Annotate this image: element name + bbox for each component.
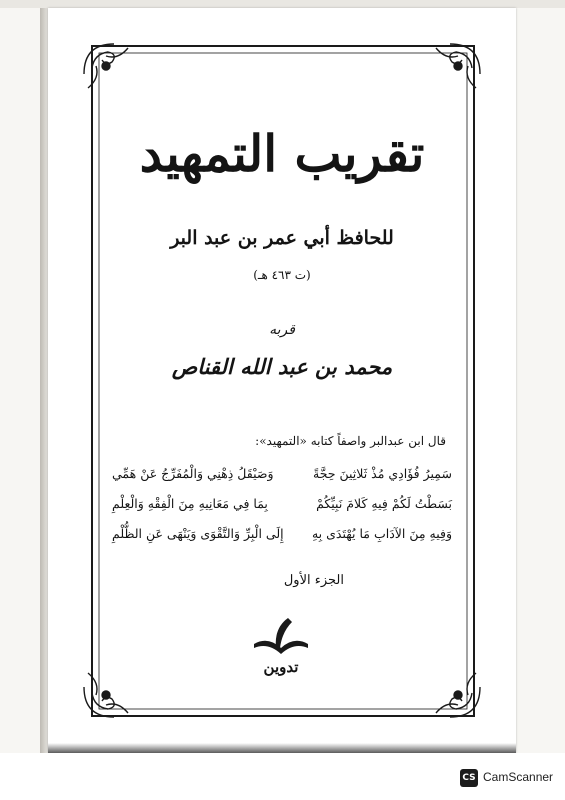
camscanner-watermark: CamScanner <box>483 770 554 784</box>
editor-label: قربه <box>269 322 295 338</box>
corner-ornament-bottom-left <box>84 673 128 717</box>
verse-second-hemistich: وَصَيْقَلُ ذِهْنِي وَالْمُفَرِّجُ عَنْ هَمِّي <box>112 466 274 481</box>
verse-first-hemistich: وَفِيهِ مِنَ الآدَابِ مَا يُهْتَدَى بِهِ <box>311 526 452 541</box>
quote-intro: قال ابن عبدالبر واصفاً كتابه «التمهيد»: <box>255 434 446 448</box>
verse-first-hemistich: سَمِيرُ فُؤَادِي مُذْ ثَلاثِينَ حِجَّةً <box>313 466 452 481</box>
editor-name: محمد بن عبد الله القناص <box>171 354 393 379</box>
publisher-name: تدوين <box>263 658 299 676</box>
scan-footer-area <box>0 753 565 800</box>
verse-line <box>112 526 452 548</box>
verse-second-hemistich: إِلَى الْبِرِّ وَالتَّقْوَى وَيَنْهَى عَنِ الظُّلْمِ <box>112 526 284 541</box>
volume-label: الجزء الأول <box>283 573 344 588</box>
scan-background-top <box>0 0 565 8</box>
verse-second-hemistich: بِمَا فِي مَعَانِيهِ مِنَ الْفِقْهِ وَالْعِلْمِ <box>112 496 268 511</box>
corner-ornament-top-left <box>84 44 128 88</box>
title-page <box>48 8 516 753</box>
camscanner-logo-icon: CS <box>460 769 478 787</box>
verse-first-hemistich: بَسَطْتُ لَكُمْ فِيهِ كَلامَ نَبِيِّكُمْ <box>316 496 452 511</box>
book-title: تقريب التمهيد <box>139 124 425 183</box>
publisher-logo <box>236 614 326 684</box>
verse-line <box>112 466 452 488</box>
author-line: للحافظ أبي عمر بن عبد البر <box>170 227 394 249</box>
death-date: (ت ٤٦٣ هـ) <box>253 268 311 282</box>
quill-icon <box>236 614 326 660</box>
verse-line <box>112 496 452 518</box>
